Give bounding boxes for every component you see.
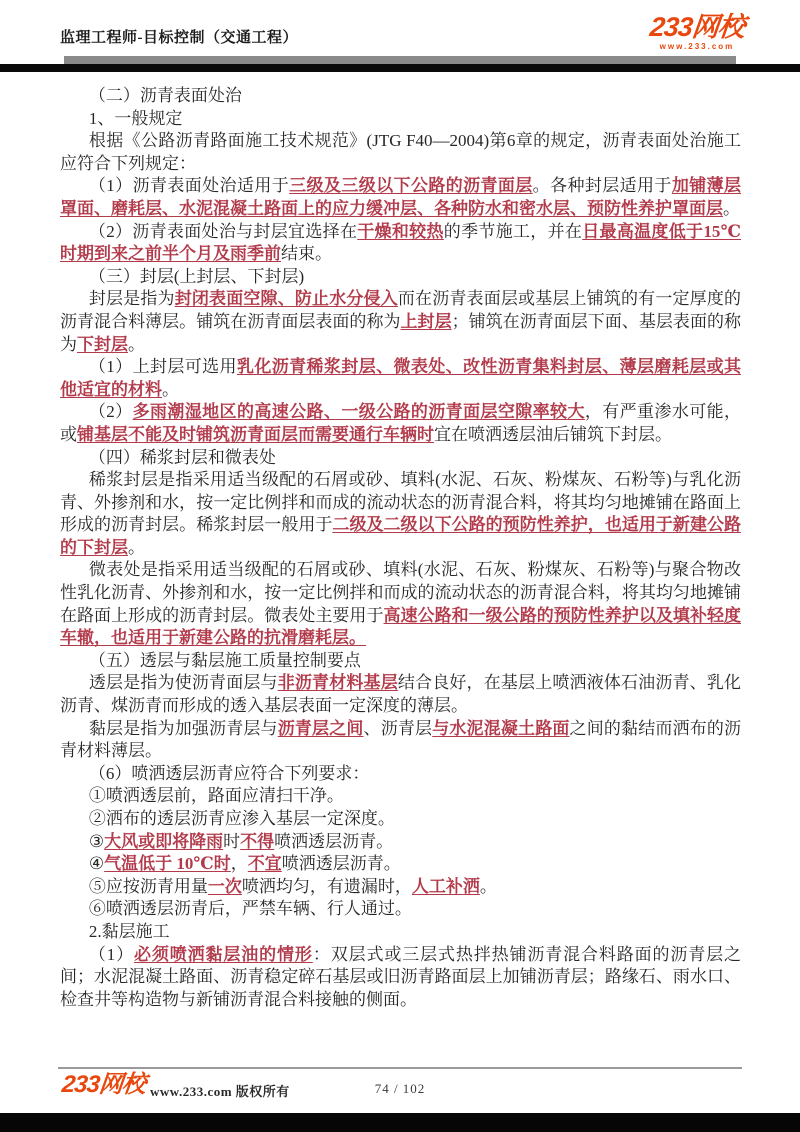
highlighted-text: 沥青层之间 — [277, 718, 364, 738]
text-segment: 2.黏层施工 — [88, 921, 170, 941]
text-segment: 。各种封层适用于 — [532, 176, 672, 196]
text-segment: 1、一般规定 — [88, 108, 183, 128]
paragraph — [60, 831, 741, 854]
text-segment: 微表处是指采用适当级配的石屑或砂、填料(水泥、石灰、粉煤灰、石粉等)与聚合物改性乳化沥青、外掺剂和水，按一定比例拌和而成的流动状态的沥青混合料，将其均匀地摊铺在路面上形成的沥青封层。微表处主要用于 — [60, 560, 741, 625]
document-body — [60, 85, 741, 1011]
text-segment: ：双层式或三层式热拌热铺沥青混合料路面的沥青层之间；水泥混凝土路面、沥青稳定碎石基层或旧沥青路面层上加铺沥青层；路缘石、雨水口、检查井等构造物与新铺沥青混合料接触的侧面。 — [60, 944, 742, 1009]
highlighted-text: 二级及二级以下公路的预防性养护，也适用于新建公路的下封层 — [60, 515, 742, 557]
paragraph — [60, 85, 741, 108]
footer-brand-logo-text: 233网校 — [60, 1071, 147, 1098]
text-segment: 。 — [723, 198, 740, 218]
text-segment: ，有严重渗水可能，或 — [60, 402, 742, 444]
brand-logo — [650, 14, 744, 51]
text-segment: 喷洒透层沥青。 — [281, 854, 401, 874]
highlighted-text: 高速公路和一级公路的预防性养护以及填补轻度车辙，也适用于新建公路的抗滑磨耗层。 — [60, 605, 742, 648]
paragraph — [60, 108, 741, 131]
highlighted-text: 人工补洒 — [411, 876, 480, 896]
text-segment: ②洒布的透层沥青应渗入基层一定深度。 — [88, 809, 395, 828]
text-segment: 黏层是指为加强沥青层与 — [88, 718, 278, 738]
text-segment: （二）沥青表面处治 — [88, 86, 242, 105]
paragraph — [60, 221, 741, 266]
brand-logo-url: www.233.com — [659, 42, 735, 51]
text-segment: ③ — [88, 831, 105, 851]
paragraph — [60, 763, 741, 786]
paragraph — [60, 672, 741, 717]
text-segment: 。 — [128, 334, 145, 354]
text-segment: 根据《公路沥青路面施工技术规范》(JTG F40—2004)第6章的规定，沥青表面处治施工应符合下列规定： — [60, 131, 741, 173]
text-segment: （2）沥青表面处治与封层宜选择在 — [88, 221, 358, 241]
text-segment: （四）稀浆封层和微表处 — [88, 447, 276, 467]
paragraph — [60, 559, 741, 649]
text-segment: （三）封层(上封层、下封层) — [88, 266, 305, 286]
highlighted-text: 三级及三级以下公路的沥青面层 — [289, 176, 533, 196]
paragraph — [60, 898, 741, 921]
text-segment: （1）上封层可选用 — [88, 357, 237, 377]
text-segment: 、沥青层 — [363, 718, 433, 738]
highlighted-text: 与水泥混凝土路面 — [432, 718, 570, 738]
text-segment: ④ — [88, 854, 105, 874]
highlighted-text: 非沥青材料基层 — [277, 673, 398, 693]
text-segment: ， — [230, 854, 248, 874]
paragraph — [60, 808, 741, 831]
text-segment: 的季节施工，并在 — [443, 221, 583, 241]
text-segment: 。 — [479, 876, 497, 896]
header-divider-gray — [64, 56, 736, 64]
text-segment: ⑤应按沥青用量 — [88, 876, 208, 896]
text-segment: 喷洒均匀，有遗漏时， — [241, 876, 412, 896]
text-segment: （1）沥青表面处治适用于 — [88, 176, 290, 196]
page-title: 监理工程师-目标控制（交通工程） — [60, 30, 298, 46]
text-segment: （6）喷洒透层沥青应符合下列要求： — [88, 763, 370, 783]
highlighted-text: 下封层 — [77, 334, 128, 354]
text-segment: 结合良好，在基层上喷洒液体石油沥青、乳化沥青、煤沥青而形成的透入基层表面一定深度的薄层。 — [60, 673, 742, 716]
text-segment: （1） — [88, 944, 135, 964]
paragraph — [60, 130, 741, 175]
paragraph — [60, 401, 741, 446]
paragraph — [60, 266, 741, 289]
highlighted-text: 干燥和较热 — [357, 221, 444, 241]
text-segment: 时 — [223, 831, 241, 851]
highlighted-text: 大风或即将降雨 — [104, 831, 224, 851]
paragraph — [60, 876, 741, 899]
paragraph — [60, 785, 741, 808]
text-segment: （2） — [88, 402, 133, 422]
paragraph — [60, 650, 741, 673]
highlighted-text: 多雨潮湿地区的高速公路、一级公路的沥青面层空隙率较大 — [132, 402, 585, 422]
text-segment: （五）透层与黏层施工质量控制要点 — [88, 650, 361, 670]
brand-logo-text: 233网校 — [648, 12, 746, 42]
text-segment: 而在沥青表面层或基层上铺筑的有一定厚度的沥青混合料薄层。铺筑在沥青面层表面的称为 — [60, 289, 742, 331]
highlighted-text: 日最高温度低于15℃时期到来之前半个月及雨季前 — [60, 221, 742, 264]
paragraph — [60, 469, 741, 559]
paragraph — [60, 447, 741, 470]
text-segment: 。 — [128, 537, 145, 557]
highlighted-text: 上封层 — [400, 311, 452, 331]
highlighted-text: 加铺薄层罩面、磨耗层、水泥混凝土路面上的应力缓冲层、各种防水和密水层、预防性养护罩面层 — [60, 176, 742, 218]
text-segment: 透层是指为使沥青面层与 — [88, 673, 278, 693]
text-segment: 喷洒透层沥青。 — [274, 831, 394, 851]
text-segment: 之间的黏结而洒布的沥青材料薄层。 — [60, 718, 742, 761]
highlighted-text: 封闭表面空隙、防止水分侵入 — [174, 289, 398, 309]
text-segment: ⑥喷洒透层沥青后，严禁车辆、行人通过。 — [88, 899, 412, 919]
text-segment: ；铺筑在沥青面层下面、基层表面的称为 — [60, 311, 742, 354]
highlighted-text: 气温低于 10℃时 — [104, 854, 231, 874]
paragraph — [60, 175, 741, 220]
highlighted-text: 铺基层不能及时铺筑沥青面层而需要通行车辆时 — [77, 424, 434, 444]
highlighted-text: 一次 — [207, 876, 242, 896]
paragraph — [60, 853, 741, 876]
highlighted-text: 乳化沥青稀浆封层、微表处、改性沥青集料封层、薄层磨耗层或其他适宜的材料 — [60, 357, 742, 399]
paragraph — [60, 718, 741, 763]
footer-bar-black — [0, 1113, 800, 1132]
text-segment: 封层是指为 — [88, 289, 175, 309]
highlighted-text: 不得 — [240, 831, 275, 851]
paragraph — [60, 288, 741, 356]
paragraph — [60, 944, 741, 1012]
footer-copyright: www.233.com 版权所有 — [150, 1084, 290, 1099]
paragraph — [60, 921, 741, 944]
paragraph — [60, 356, 741, 401]
text-segment: 结束。 — [281, 244, 332, 264]
text-segment: 。 — [162, 379, 179, 399]
highlighted-text: 不宜 — [247, 854, 282, 874]
text-segment: 稀浆封层是指采用适当级配的石屑或砂、填料(水泥、石灰、粉煤灰、石粉等)与乳化沥青、外掺剂和水，按一定比例拌和而成的流动状态的沥青混合料，将其均匀地摊铺在路面上形成的沥青封层。稀浆封层一般用于 — [60, 470, 741, 535]
header-divider-black — [0, 64, 800, 72]
text-segment: ①喷洒透层前，路面应清扫干净。 — [88, 786, 344, 806]
highlighted-text: 必须喷洒黏层油的情形 — [134, 944, 313, 964]
footer-divider — [58, 1067, 742, 1069]
text-segment: 宜在喷洒透层油后铺筑下封层。 — [434, 424, 672, 444]
page-number-indicator: 74 / 102 — [374, 1081, 426, 1096]
